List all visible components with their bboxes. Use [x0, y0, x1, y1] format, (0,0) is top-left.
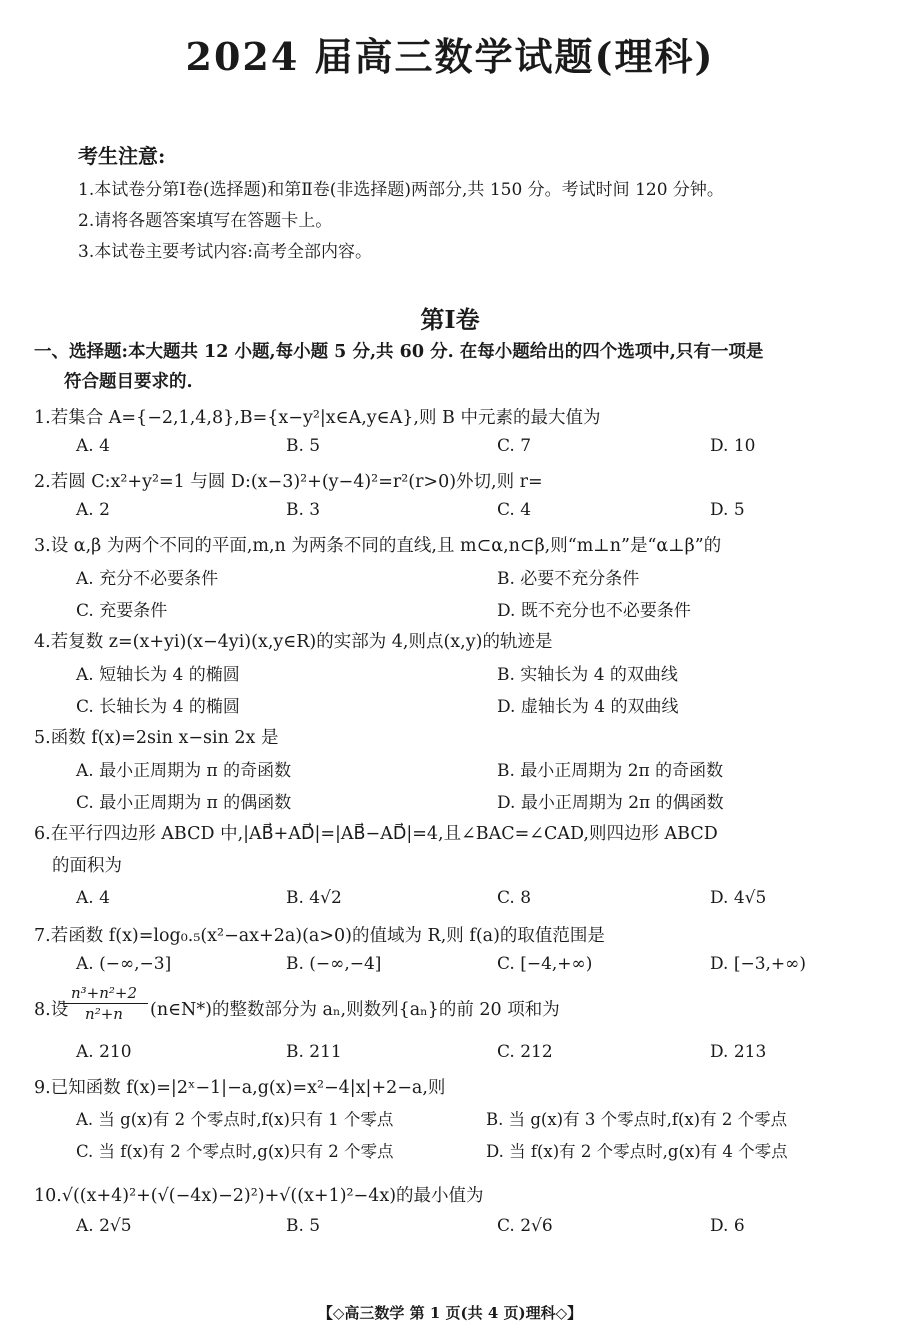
option: B. 5 [286, 436, 321, 456]
option: D. [−3,+∞) [710, 954, 806, 974]
option: A. 当 g(x)有 2 个零点时,f(x)只有 1 个零点 [76, 1110, 394, 1129]
option: B. 211 [286, 1042, 342, 1062]
option: B. 3 [286, 500, 321, 520]
option: D. 6 [710, 1216, 745, 1236]
question-stem: 4.若复数 z=(x+yi)(x−4yi)(x,y∈R)的实部为 4,则点(x,y)的轨迹是 [34, 632, 553, 652]
option: C. 7 [497, 436, 532, 456]
option: C. 充要条件 [76, 601, 168, 621]
question-stem: 5.函数 f(x)=2sin x−sin 2x 是 [34, 728, 279, 748]
option: A. 2 [76, 500, 110, 520]
fraction [60, 984, 148, 1023]
option: B. 最小正周期为 2π 的奇函数 [497, 761, 724, 781]
section-title: 第Ⅰ卷 [420, 305, 480, 334]
option: B. 当 g(x)有 3 个零点时,f(x)有 2 个零点 [486, 1110, 788, 1129]
question-stem-continued: 的面积为 [52, 856, 122, 876]
option: D. 最小正周期为 2π 的偶函数 [497, 793, 724, 813]
question-stem: 9.已知函数 f(x)=|2ˣ−1|−a,g(x)=x²−4|x|+2−a,则 [34, 1078, 446, 1098]
intro-line: 一、选择题:本大题共 12 小题,每小题 5 分,共 60 分. 在每小题给出的四个选项中,只有一项是 [34, 342, 764, 362]
notice-item: 2.请将各题答案填写在答题卡上。 [78, 211, 333, 231]
question-stem: 1.若集合 A={−2,1,4,8},B={x−y²|x∈A,y∈A},则 B 中元素的最大值为 [34, 408, 601, 428]
option: D. 5 [710, 500, 745, 520]
option: C. 2√6 [497, 1216, 553, 1236]
option: C. 最小正周期为 π 的偶函数 [76, 793, 292, 813]
option: B. 必要不充分条件 [497, 569, 640, 589]
question-stem: 7.若函数 f(x)=log₀.₅(x²−ax+2a)(a>0)的值域为 R,则 f(a)的取值范围是 [34, 926, 605, 946]
intro-line: 符合题目要求的. [64, 372, 193, 392]
option: D. 4√5 [710, 888, 767, 908]
option: A. (−∞,−3] [76, 954, 172, 974]
notice-heading: 考生注意: [78, 144, 166, 168]
option: C. [−4,+∞) [497, 954, 593, 974]
option: C. 当 f(x)有 2 个零点时,g(x)只有 2 个零点 [76, 1142, 394, 1161]
option: A. 充分不必要条件 [76, 569, 219, 589]
option: A. 210 [76, 1042, 132, 1062]
option: A. 4 [76, 436, 110, 456]
question-stem: 3.设 α,β 为两个不同的平面,m,n 为两条不同的直线,且 m⊂α,n⊂β,则“m⊥n”是“α⊥β”的 [34, 536, 722, 556]
page-footer: 【◇高三数学 第 1 页(共 4 页)理科◇】 [317, 1304, 583, 1322]
option: C. 8 [497, 888, 532, 908]
option: A. 短轴长为 4 的椭圆 [76, 665, 240, 685]
option: D. 当 f(x)有 2 个零点时,g(x)有 4 个零点 [486, 1142, 788, 1161]
notice-item: 3.本试卷主要考试内容:高考全部内容。 [78, 242, 372, 262]
option: C. 4 [497, 500, 532, 520]
notice-item: 1.本试卷分第Ⅰ卷(选择题)和第Ⅱ卷(非选择题)两部分,共 150 分。考试时间 120 分钟。 [78, 180, 724, 200]
question-stem-suffix: (n∈N*)的整数部分为 aₙ,则数列{aₙ}的前 20 项和为 [150, 1000, 560, 1020]
option: D. 213 [710, 1042, 767, 1062]
question-stem: 6.在平行四边形 ABCD 中,|AB⃗+AD⃗|=|AB⃗−AD⃗|=4,且∠BAC=∠CAD,则四边形 ABCD [34, 824, 718, 844]
question-stem: 2.若圆 C:x²+y²=1 与圆 D:(x−3)²+(y−4)²=r²(r>0)外切,则 r= [34, 472, 543, 492]
fraction-numerator: n³+n²+2 [60, 984, 148, 1004]
option: A. 最小正周期为 π 的奇函数 [76, 761, 292, 781]
fraction-denominator: n²+n [85, 1005, 123, 1023]
option: C. 212 [497, 1042, 553, 1062]
option: D. 10 [710, 436, 756, 456]
option: A. 2√5 [76, 1216, 132, 1236]
exam-title: 2024 届高三数学试题(理科) [185, 34, 715, 79]
option: C. 长轴长为 4 的椭圆 [76, 697, 240, 717]
option: B. 4√2 [286, 888, 342, 908]
option: B. (−∞,−4] [286, 954, 382, 974]
option: D. 虚轴长为 4 的双曲线 [497, 697, 679, 717]
option: D. 既不充分也不必要条件 [497, 601, 691, 621]
option: B. 5 [286, 1216, 321, 1236]
option: A. 4 [76, 888, 110, 908]
option: B. 实轴长为 4 的双曲线 [497, 665, 678, 685]
stem-prefix: 8.设 [34, 1000, 69, 1020]
section-intro [34, 337, 894, 397]
question-stem: 10.√((x+4)²+(√(−4x)−2)²)+√((x+1)²−4x)的最小值为 [34, 1186, 484, 1206]
